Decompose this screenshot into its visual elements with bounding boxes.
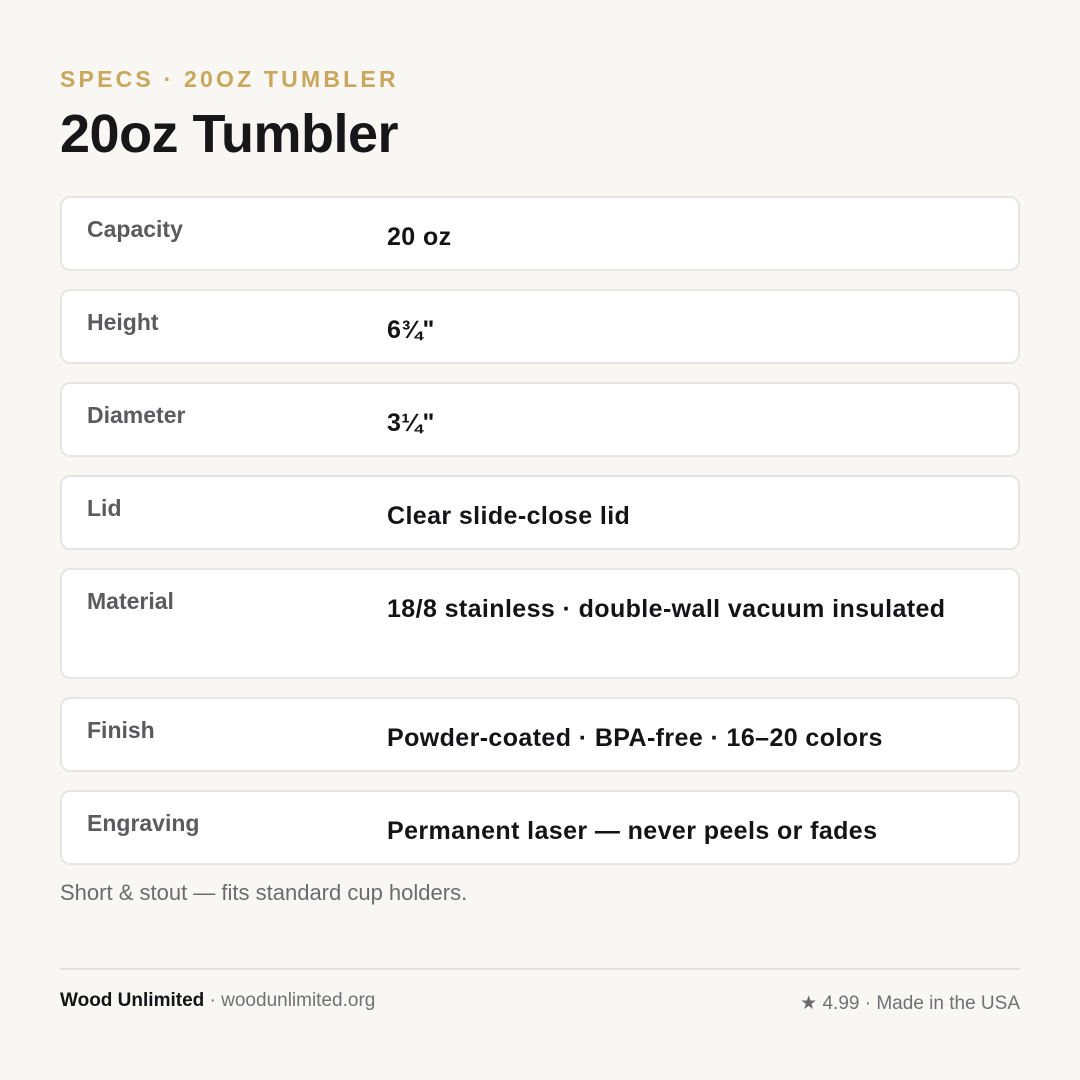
footer-rating bbox=[800, 992, 1020, 1015]
spec-row-material bbox=[60, 568, 1020, 679]
eyebrow-label: SPECS · 20OZ TUMBLER bbox=[60, 66, 399, 92]
spec-sheet bbox=[60, 0, 1020, 1080]
spec-value: 20 oz bbox=[387, 223, 452, 251]
spec-label: Capacity bbox=[87, 216, 183, 242]
spec-value: Permanent laser — never peels or fades bbox=[387, 817, 878, 845]
spec-value: 18/8 stainless · double-wall vacuum insulated bbox=[387, 595, 946, 623]
spec-row-height bbox=[60, 289, 1020, 364]
spec-row-diameter bbox=[60, 382, 1020, 457]
spec-label: Material bbox=[87, 588, 174, 614]
spec-label: Finish bbox=[87, 717, 155, 743]
spec-label: Lid bbox=[87, 495, 122, 521]
spec-label: Engraving bbox=[87, 810, 200, 836]
spec-value: Clear slide-close lid bbox=[387, 502, 631, 530]
spec-value: 6¾" bbox=[387, 316, 435, 344]
spec-row-engraving bbox=[60, 790, 1020, 865]
divider bbox=[60, 968, 1020, 970]
star-icon: ★ bbox=[800, 993, 818, 1014]
footnote: Short & stout — fits standard cup holders. bbox=[60, 880, 468, 905]
spec-label: Height bbox=[87, 309, 159, 335]
spec-list bbox=[60, 196, 1020, 883]
spec-row-finish bbox=[60, 697, 1020, 772]
spec-row-lid bbox=[60, 475, 1020, 550]
brand-name: Wood Unlimited bbox=[60, 990, 205, 1011]
website-link[interactable]: woodunlimited.org bbox=[221, 990, 376, 1011]
spec-value: 3¼" bbox=[387, 409, 435, 437]
spec-label: Diameter bbox=[87, 402, 186, 428]
footer-separator: · bbox=[859, 993, 877, 1014]
page-title: 20oz Tumbler bbox=[60, 104, 399, 164]
footer-separator: · bbox=[204, 990, 222, 1011]
spec-row-capacity bbox=[60, 196, 1020, 271]
made-in-label: Made in the USA bbox=[876, 993, 1020, 1014]
rating-value: 4.99 bbox=[822, 993, 860, 1014]
footer-brand bbox=[60, 990, 375, 1012]
spec-value: Powder-coated · BPA-free · 16–20 colors bbox=[387, 724, 883, 752]
